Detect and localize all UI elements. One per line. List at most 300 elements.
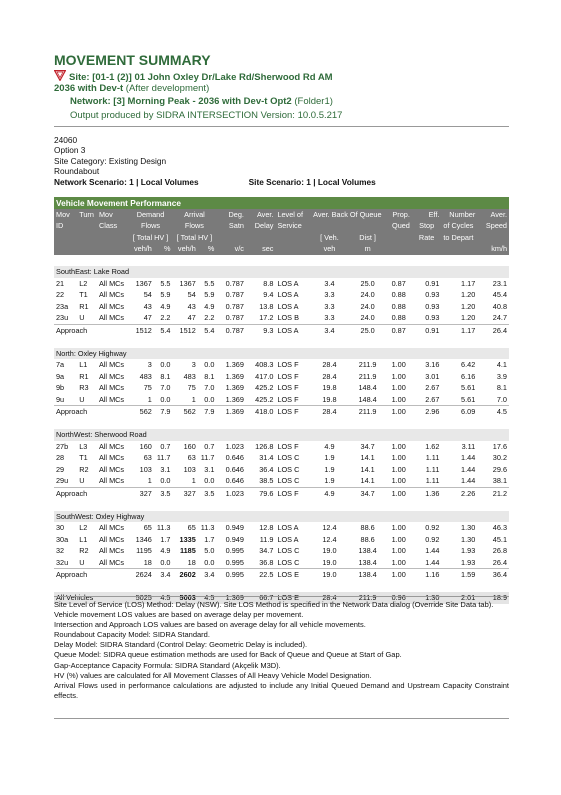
table-cell: 2.01 [441, 592, 477, 604]
table-cell: 5003 [172, 592, 197, 604]
note: Vehicle movement LOS values are based on average delay per movement. [54, 610, 304, 620]
table-cell: 75 [143, 383, 152, 393]
note: Roundabout Capacity Model: SIDRA Standard. [54, 630, 210, 640]
col-header: veh/h [129, 243, 154, 255]
table-cell: R2 [79, 464, 89, 474]
table-cell: All MCs [98, 441, 125, 451]
table-cell: 7.9 [154, 406, 173, 418]
table-cell: All MCs [98, 278, 125, 288]
table-cell: T1 [79, 453, 88, 463]
table-cell: 1.20 [461, 290, 476, 300]
note: Queue Model: SIDRA queue estimation methods are used for Back of Queue and Queue at Start of Gap. [54, 650, 402, 660]
table-cell: 5.4 [154, 324, 173, 336]
table-cell: L3 [79, 441, 88, 451]
header-row [54, 220, 509, 232]
table-cell: 0.787 [225, 278, 244, 288]
table-cell: 1.30 [461, 523, 476, 533]
table-cell: 160 [183, 441, 196, 451]
table-cell: 2624 [129, 569, 154, 581]
table-row [54, 382, 509, 394]
col-header: Aver. [246, 209, 276, 221]
table-cell: 28 [56, 453, 65, 463]
table-cell: 63 [187, 453, 196, 463]
note: Delay Model: SIDRA Standard (Control Delay: Geometric Delay is included). [54, 640, 308, 650]
spacer-row [54, 336, 509, 348]
table-cell: 19.0 [322, 557, 337, 567]
table-cell: 9b [56, 383, 65, 393]
table-cell: 1.20 [461, 301, 476, 311]
table-cell: LOS F [275, 487, 309, 499]
table-cell: 3.1 [160, 464, 171, 474]
table-cell: 0.0 [204, 360, 215, 370]
table-cell: 0.646 [225, 476, 244, 486]
table-cell: All MCs [98, 383, 125, 393]
table-cell: 7.0 [160, 383, 171, 393]
table-title-bar [54, 197, 509, 209]
table-cell: 40.8 [492, 301, 507, 311]
table-cell: 66.7 [246, 592, 276, 604]
table-cell: LOS F [275, 406, 309, 418]
table-row [54, 278, 509, 290]
table-cell: 1.369 [216, 406, 246, 418]
table-cell: 34.7 [350, 487, 386, 499]
table-cell: 1195 [136, 546, 152, 556]
table-cell: 0.87 [386, 324, 412, 336]
table-cell: 0.0 [160, 394, 171, 404]
table-cell: All MCs [98, 301, 125, 311]
table-cell: 1.00 [386, 487, 412, 499]
col-header: Dist ] [350, 232, 386, 244]
col-header: Aver. [477, 209, 509, 221]
col-header: ID [54, 220, 77, 232]
section-header-row [54, 511, 509, 523]
table-cell: 562 [129, 406, 154, 418]
table-cell: 2.26 [441, 487, 477, 499]
col-header: [ Veh. [309, 232, 350, 244]
page-title: MOVEMENT SUMMARY [54, 52, 211, 68]
table-cell: All MCs [98, 360, 125, 370]
col-header: Qued [386, 220, 412, 232]
table-cell: LOS F [277, 394, 299, 404]
table-cell: 9.4 [263, 290, 274, 300]
table-cell: Approach [54, 324, 129, 336]
table-cell: 1.16 [412, 569, 442, 581]
table-cell: 11.7 [156, 453, 171, 463]
divider [54, 718, 509, 719]
table-cell: 4.5 [198, 592, 217, 604]
table-cell: SouthWest: Oxley Highway [54, 511, 509, 523]
table-cell: 5.61 [461, 394, 476, 404]
table-cell: 23.1 [492, 278, 507, 288]
table-cell: 1.44 [461, 464, 476, 474]
spacer-row [54, 581, 509, 593]
table-cell: 1.369 [225, 383, 244, 393]
table-cell: 1.00 [391, 394, 406, 404]
table-cell: 30a [56, 534, 69, 544]
table-cell: 0.646 [225, 464, 244, 474]
col-header: Number [441, 209, 477, 221]
col-header: Mov [97, 209, 129, 221]
table-cell: 0.93 [425, 301, 440, 311]
table-cell: 12.4 [322, 523, 337, 533]
table-cell: 32 [56, 546, 65, 556]
col-header: Flows [172, 220, 216, 232]
table-cell: 148.4 [358, 383, 377, 393]
table-cell: 5.61 [461, 383, 476, 393]
col-header: Mov [54, 209, 77, 221]
table-cell: 2.67 [425, 383, 440, 393]
table-cell: 1.00 [386, 569, 412, 581]
table-cell: 29.6 [492, 464, 507, 474]
table-cell: 138.4 [350, 569, 386, 581]
table-cell: 0.0 [160, 557, 171, 567]
table-cell: 1367 [135, 278, 152, 288]
header-row [54, 209, 509, 221]
table-cell: L2 [79, 523, 88, 533]
table-cell: 18 [143, 557, 152, 567]
table-cell: 1.00 [391, 534, 406, 544]
table-cell: LOS F [277, 360, 299, 370]
col-header: Class [97, 220, 129, 232]
table-cell: LOS F [277, 371, 299, 381]
table-cell: 4.9 [160, 546, 171, 556]
table-cell: All MCs [98, 523, 125, 533]
table-cell: 1.00 [391, 557, 406, 567]
table-cell: 148.4 [358, 394, 377, 404]
table-cell: 0.646 [225, 453, 244, 463]
section-header-row [54, 348, 509, 360]
table-cell: 6.16 [461, 371, 476, 381]
table-row [54, 312, 509, 324]
table-cell: 483 [139, 371, 152, 381]
table-cell: LOS C [277, 546, 300, 556]
table-cell: 0.0 [160, 360, 171, 370]
table-cell: LOS A [277, 301, 299, 311]
table-cell: 34.7 [259, 546, 274, 556]
job-number: 24060 [54, 135, 78, 145]
table-cell: 1.00 [386, 406, 412, 418]
give-way-sign-icon [54, 70, 66, 81]
table-cell: 6.09 [441, 406, 477, 418]
table-cell: 1 [147, 394, 152, 404]
table-cell: 8.1 [496, 383, 507, 393]
col-header: Service [275, 220, 309, 232]
table-cell: 1.11 [425, 453, 440, 463]
table-cell: 1.44 [461, 476, 476, 486]
table-cell: LOS B [277, 313, 299, 323]
table-cell: 1.44 [425, 546, 440, 556]
table-cell: 4.5 [477, 406, 509, 418]
table-cell: 1.93 [461, 557, 476, 567]
table-cell: R1 [79, 301, 89, 311]
table-cell: 3.5 [154, 487, 173, 499]
table-cell: LOS C [277, 464, 300, 474]
table-cell: 160 [139, 441, 152, 451]
table-cell: 25.0 [360, 278, 375, 288]
table-cell: 47 [143, 313, 152, 323]
table-cell: LOS A [277, 290, 299, 300]
table-cell: 0.91 [412, 324, 442, 336]
table-cell: 36.4 [259, 464, 274, 474]
table-cell: 211.9 [358, 360, 377, 370]
table-cell: All MCs [98, 313, 125, 323]
table-cell: 23a [56, 301, 69, 311]
table-cell: 9.3 [246, 324, 276, 336]
table-cell: 30 [56, 523, 65, 533]
table-cell: 483 [183, 371, 196, 381]
table-row [54, 557, 509, 569]
table-cell: 417.0 [255, 371, 274, 381]
table-cell: L1 [79, 534, 88, 544]
table-cell: 4.5 [154, 592, 173, 604]
table-row [54, 301, 509, 313]
table-cell: 1.00 [391, 441, 406, 451]
spacer-row [54, 418, 509, 430]
info-block [54, 135, 376, 187]
network-name: Network: [3] Morning Peak - 2036 with Dev-t Opt2 [70, 96, 292, 107]
table-cell: 12.4 [322, 534, 337, 544]
table-cell: 0.87 [391, 278, 406, 288]
table-cell: 2.2 [160, 313, 171, 323]
table-body [54, 255, 509, 604]
table-cell: 43 [143, 301, 152, 311]
table-cell: 45.1 [492, 534, 507, 544]
table-cell: 408.3 [255, 360, 274, 370]
table-cell: 1.00 [391, 546, 406, 556]
table-cell: U [79, 557, 85, 567]
divider [54, 596, 509, 597]
col-header: Deg. [216, 209, 246, 221]
note: HV (%) values are calculated for All Movement Classes of All Heavy Vehicle Model Designation. [54, 670, 372, 680]
table-cell: 13.8 [259, 301, 274, 311]
table-cell: All MCs [98, 464, 125, 474]
table-cell: 7.0 [204, 383, 215, 393]
intersection-type: Roundabout [54, 166, 100, 177]
table-cell: 21 [56, 278, 65, 288]
table-cell: 0.787 [216, 324, 246, 336]
header-row [54, 243, 509, 255]
table-cell: 54 [187, 290, 196, 300]
section-header-row [54, 429, 509, 441]
table-cell: 21.2 [477, 487, 509, 499]
table-cell: T1 [79, 290, 88, 300]
col-header: % [154, 243, 173, 255]
col-header: Speed [477, 220, 509, 232]
table-cell: 29 [56, 464, 65, 474]
table-cell: 425.2 [255, 394, 274, 404]
table-cell: 24.0 [360, 301, 375, 311]
table-cell: 24.0 [360, 313, 375, 323]
table-cell: 5.9 [204, 290, 215, 300]
table-cell: All MCs [98, 557, 125, 567]
table-cell: L2 [79, 278, 88, 288]
table-cell: 1.023 [216, 487, 246, 499]
table-cell: 17.2 [259, 313, 274, 323]
table-cell: 2.67 [425, 394, 440, 404]
site-scenario: Site Scenario: 1 | Local Volumes [248, 176, 376, 187]
table-cell: 327 [129, 487, 154, 499]
table-cell: 5025 [129, 592, 154, 604]
table-cell: 1.30 [461, 534, 476, 544]
table-cell: 75 [187, 383, 196, 393]
table-cell: 1.00 [391, 464, 406, 474]
table-cell: 43 [187, 301, 196, 311]
table-cell: Approach [54, 406, 129, 418]
table-cell: 18 [187, 557, 196, 567]
table-cell: All MCs [98, 290, 125, 300]
note: Intersection and Approach LOS values are based on average delay for all vehicle movements. [54, 620, 366, 630]
table-cell: 1.11 [425, 476, 440, 486]
table-cell: 3 [191, 360, 196, 370]
table-cell: Approach [54, 487, 129, 499]
table-row [54, 359, 509, 371]
table-row [54, 464, 509, 476]
col-header: Prop. [386, 209, 412, 221]
table-cell: All Vehicles [54, 592, 129, 604]
table-cell: All MCs [98, 546, 125, 556]
table-cell: 79.6 [246, 487, 276, 499]
table-cell: 5.0 [204, 546, 215, 556]
approach-row [54, 324, 509, 336]
table-cell: 1.00 [391, 523, 406, 533]
table-cell: 0.92 [425, 523, 440, 533]
table-cell: 11.3 [200, 523, 215, 533]
table-cell: 0.0 [160, 476, 171, 486]
table-cell: 28.4 [322, 360, 337, 370]
scenario-row [54, 177, 376, 187]
table-cell: All MCs [98, 476, 125, 486]
table-cell: 562 [172, 406, 197, 418]
table-cell: 1.17 [441, 324, 477, 336]
table-cell: 19.0 [309, 569, 350, 581]
site-title: Site: [01-1 (2)] 01 John Oxley Dr/Lake Rd/Sherwood Rd AM [69, 72, 333, 83]
table-cell: 138.4 [358, 557, 377, 567]
table-cell: 25.0 [350, 324, 386, 336]
table-cell: 9u [56, 394, 65, 404]
table-cell: 1.00 [391, 360, 406, 370]
table-cell: 4.9 [309, 487, 350, 499]
table-cell: 24.0 [360, 290, 375, 300]
table-cell: 103 [139, 464, 152, 474]
col-header: Level of [275, 209, 309, 221]
table-cell: 418.0 [246, 406, 276, 418]
col-header: Aver. Back Of Queue [309, 209, 385, 221]
table-cell: 36.8 [259, 557, 274, 567]
table-cell: 3.9 [496, 371, 507, 381]
table-cell: 1.17 [461, 278, 476, 288]
table-cell: 1.7 [160, 534, 171, 544]
table-cell: LOS E [275, 592, 309, 604]
table-cell: 8.1 [204, 371, 215, 381]
col-header: m [350, 243, 386, 255]
network-folder: (Folder1) [291, 96, 333, 107]
col-header: Flows [129, 220, 173, 232]
table-cell: L1 [79, 360, 88, 370]
table-cell: 32u [56, 557, 69, 567]
table-cell: 29u [56, 476, 69, 486]
table-cell: 1346 [135, 534, 152, 544]
col-header: Rate [412, 232, 442, 244]
table-cell: 1.369 [216, 592, 246, 604]
table-row [54, 394, 509, 406]
table-cell: 8.1 [160, 371, 171, 381]
header-row [54, 232, 509, 244]
col-header: sec [246, 243, 276, 255]
table-cell: 0.88 [391, 313, 406, 323]
table-cell: 30.2 [492, 453, 507, 463]
table-cell: 1.00 [391, 371, 406, 381]
table-cell: 5.4 [198, 324, 217, 336]
table-cell: 0.88 [391, 290, 406, 300]
col-header: veh/h [172, 243, 197, 255]
table-row [54, 545, 509, 557]
table-cell: NorthWest: Sherwood Road [54, 429, 509, 441]
col-header: Demand [129, 209, 173, 221]
table-row [54, 441, 509, 453]
col-header: of Cycles [441, 220, 477, 232]
table-cell: 0.92 [425, 534, 440, 544]
table-row [54, 452, 509, 464]
table-cell: 0.787 [225, 313, 244, 323]
network-scenario: Network Scenario: 1 | Local Volumes [54, 176, 199, 187]
table-cell: 22.5 [246, 569, 276, 581]
table-cell: 88.6 [360, 534, 375, 544]
table-cell: 24.7 [492, 313, 507, 323]
table-cell: 1.44 [425, 557, 440, 567]
col-header: [ Total HV ] [172, 232, 216, 244]
table-cell: 3.3 [324, 313, 335, 323]
table-cell: 0.0 [204, 557, 215, 567]
output-version: Output produced by SIDRA INTERSECTION Version: 10.0.5.217 [70, 110, 343, 121]
table-cell: 211.9 [350, 406, 386, 418]
table-cell: All MCs [98, 534, 125, 544]
table-cell: 19.0 [322, 546, 337, 556]
table-cell: 0.787 [225, 290, 244, 300]
col-header: Arrival [172, 209, 216, 221]
col-header: Satn [216, 220, 246, 232]
table-cell: 1.369 [225, 360, 244, 370]
table-cell: 1.36 [412, 487, 442, 499]
table-cell: 1.369 [225, 394, 244, 404]
table-cell: 3.01 [425, 371, 440, 381]
table-cell: 7.0 [496, 394, 507, 404]
table-cell: 103 [183, 464, 196, 474]
table-cell: 3.3 [324, 290, 335, 300]
table-cell: 3.3 [324, 301, 335, 311]
table-cell: 1185 [179, 546, 196, 556]
note: Arrival Flows used in performance calculations are adjusted to include any Initial Queued Demand and Upstream Capacity Constraint effects. [54, 680, 509, 700]
table-cell: 0.88 [391, 301, 406, 311]
table-cell: 47 [187, 313, 196, 323]
table-row [54, 475, 509, 487]
table-cell: 1367 [179, 278, 196, 288]
table-cell: 3.4 [324, 278, 335, 288]
table-cell: 18.9 [477, 592, 509, 604]
table-cell: 1.20 [461, 313, 476, 323]
table-cell: 11.9 [259, 534, 274, 544]
table-cell: 88.6 [360, 523, 375, 533]
table-row [54, 534, 509, 546]
table-cell: 1.00 [391, 453, 406, 463]
col-header: km/h [477, 243, 509, 255]
site-category: Site Category: Existing Design [54, 155, 167, 166]
table-cell: 14.1 [360, 453, 375, 463]
table-cell: 3.1 [204, 464, 215, 474]
table-cell: 1 [147, 476, 152, 486]
spacer-row [54, 499, 509, 511]
table-cell: 126.8 [255, 441, 274, 451]
table-cell: 1.59 [441, 569, 477, 581]
